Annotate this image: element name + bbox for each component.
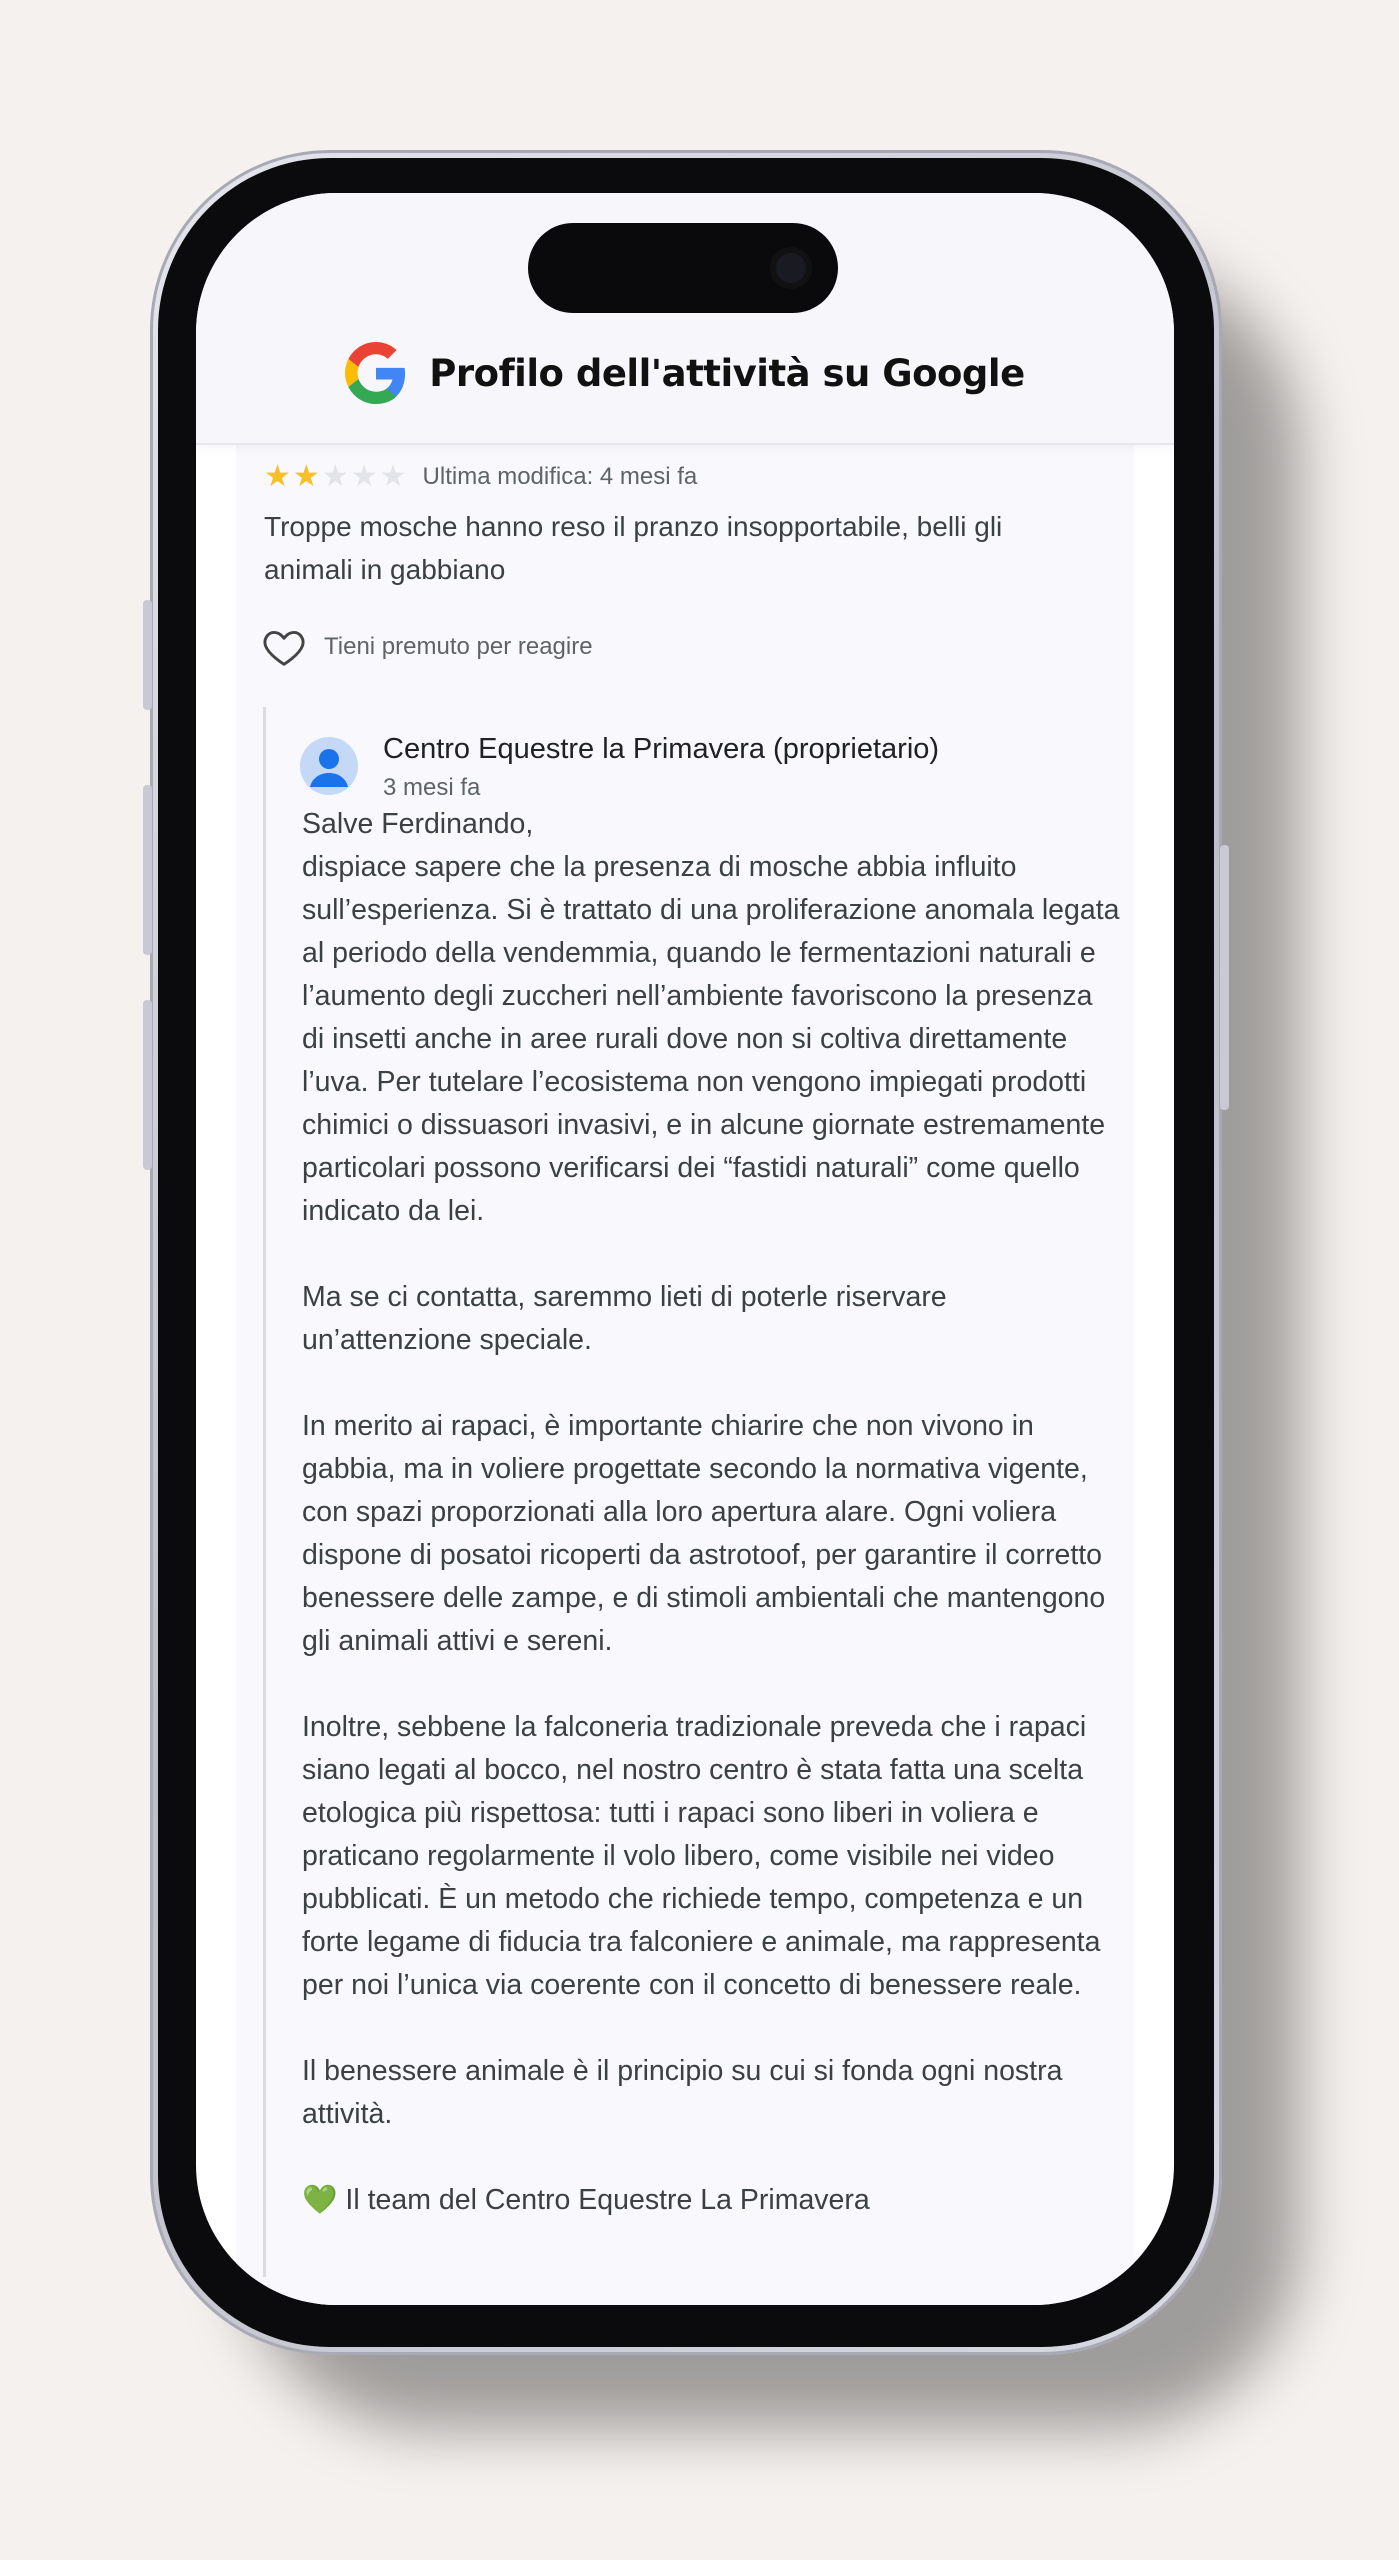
phone-power-button — [1220, 845, 1229, 1110]
star-icon: ★ — [321, 460, 349, 493]
phone-volume-up-button — [143, 785, 152, 955]
star-icon: ★ — [379, 460, 407, 493]
reply-time: 3 mesi fa — [383, 774, 481, 801]
reply-paragraph-5: Il benessere animale è il principio su cui si fonda ogni nostra attività. — [302, 2055, 1063, 2130]
reply-paragraph-4: Inoltre, sebbene la falconeria tradizionale preveda che i rapaci siano legati al bocco, nel nostro centro è stata fatta una scelta etologica più rispettosa: tutti i rapaci sono liberi in voliera e praticano regolarmente il volo libero, come visibile nei video pubblicati. È un metodo che richiede tempo, competenza e un forte legame di fiducia tra falconiere e animale, ma rappresenta per noi l’unica via coerente con il concetto di benessere reale. — [302, 1711, 1101, 2001]
heart-icon[interactable] — [262, 627, 306, 667]
react-row[interactable] — [262, 627, 593, 667]
reply-paragraph-3: In merito ai rapaci, è importante chiarire che non vivono in gabbia, ma in voliere progettate secondo la normativa vigente, con spazi proporzionati alla loro apertura alare. Ogni voliera dispone di posatoi ricoperti da astrotoof, per garantire il corretto benessere delle zampe, e di stimoli ambientali che mantengono gli animali attivi e sereni. — [302, 1410, 1106, 1657]
phone-action-button — [143, 600, 152, 710]
google-logo-icon — [345, 342, 407, 404]
green-heart-icon: 💚 — [302, 2184, 338, 2216]
reply-signature-text: Il team del Centro Equestre La Primavera — [345, 2184, 870, 2216]
review-text: Troppe mosche hanno reso il pranzo insopportabile, belli gli animali in gabbiano — [264, 511, 1003, 585]
reply-body — [302, 803, 1122, 2222]
phone-volume-down-button — [143, 1000, 152, 1170]
react-hint: Tieni premuto per reagire — [324, 633, 593, 660]
rating-row — [264, 457, 697, 497]
reply-paragraph-1: dispiace sapere che la presenza di mosche abbia influito sull’esperienza. Si è trattato di una proliferazione anomala legata al periodo della vendemmia, quando le fermentazioni naturali e l’aumento degli zuccheri nell’ambiente favoriscono la presenza di insetti anche in aree rurali dove non si coltiva direttamente l’uva. Per tutelare l’ecosistema non vengono impiegati prodotti chimici o dissuasori invasivi, e in alcune giornate estremamente particolari possono verificarsi dei “fastidi naturali” come quello indicato da lei. — [302, 851, 1120, 1227]
star-icon: ★ — [350, 460, 378, 493]
avatar — [300, 737, 358, 795]
star-icon: ★ — [264, 460, 291, 493]
app-header — [196, 193, 1174, 445]
header-title-row — [196, 343, 1174, 403]
reply-author: Centro Equestre la Primavera (proprietario) — [383, 733, 940, 765]
avatar-person-icon — [300, 737, 358, 795]
camera-icon — [770, 247, 812, 289]
reply-paragraph-2: Ma se ci contatta, saremmo lieti di poterle riservare un’attenzione speciale. — [302, 1281, 947, 1356]
phone-screen — [196, 193, 1174, 2305]
review-content — [236, 443, 1134, 2305]
reply-signature — [302, 2179, 1122, 2222]
star-icon: ★ — [292, 460, 320, 493]
review-edited-time: Ultima modifica: 4 mesi fa — [422, 463, 698, 490]
reply-divider-line — [263, 707, 266, 2277]
reply-greeting: Salve Ferdinando, — [302, 808, 534, 840]
dynamic-island — [528, 223, 838, 313]
page-title: Profilo dell'attività su Google — [429, 351, 1025, 395]
